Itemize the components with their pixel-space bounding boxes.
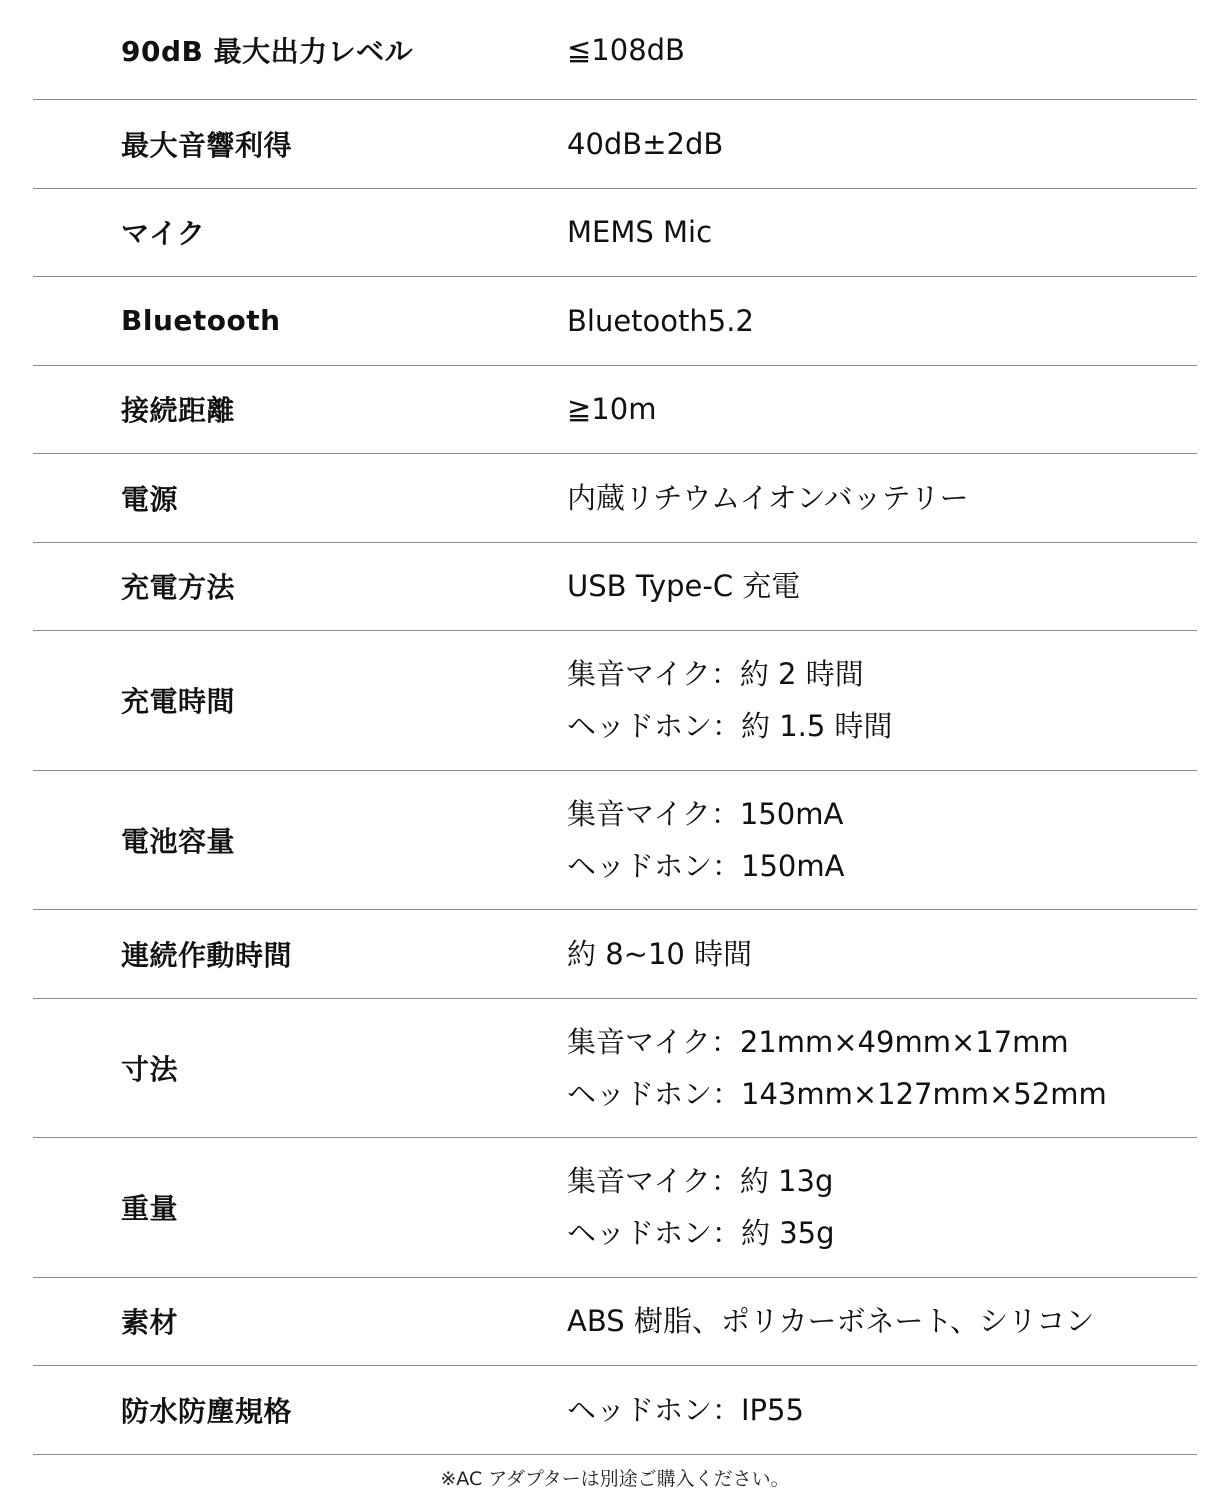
spec-value-line: ヘッドホン：約 35g (567, 1216, 835, 1251)
spec-row-material (33, 1278, 1197, 1367)
spec-label: Bluetooth (121, 304, 281, 338)
spec-value (567, 560, 1197, 612)
spec-value-line: Bluetooth5.2 (567, 303, 754, 338)
spec-value-line: 集音マイク：21mm×49mm×17mm (567, 1024, 1069, 1059)
spec-value-line: ≦108dB (567, 32, 685, 67)
spec-value (567, 295, 1197, 347)
spec-row-weight (33, 1138, 1197, 1278)
spec-value (567, 1384, 1197, 1436)
spec-value-line: 集音マイク：約 2 時間 (567, 657, 864, 692)
spec-label: 素材 (121, 1306, 179, 1340)
spec-label: マイク (121, 217, 206, 251)
spec-value-line: MEMS Mic (567, 215, 713, 250)
spec-row-operating-time (33, 910, 1197, 999)
spec-value (567, 1016, 1197, 1120)
spec-value-line: ≧10m (567, 392, 657, 427)
spec-label: 最大音響利得 (121, 128, 293, 162)
spec-value-line: ヘッドホン：143mm×127mm×52mm (567, 1076, 1107, 1111)
spec-label: 電池容量 (121, 824, 236, 858)
spec-value (567, 1295, 1197, 1347)
spec-value-line: ABS 樹脂、ポリカーボネート、シリコン (567, 1304, 1095, 1339)
spec-value (567, 206, 1197, 258)
spec-label: 連続作動時間 (121, 938, 293, 972)
spec-row-charging-method (33, 543, 1197, 632)
spec-label: 防水防塵規格 (121, 1394, 293, 1428)
spec-label: 電源 (121, 482, 179, 516)
spec-row-max-output (33, 0, 1197, 100)
spec-value-line: 集音マイク：150mA (567, 796, 844, 831)
spec-row-dimensions (33, 999, 1197, 1139)
spec-label: 接続距離 (121, 394, 236, 428)
spec-row-max-gain (33, 100, 1197, 189)
spec-value (567, 472, 1197, 524)
spec-label: 90dB 最大出力レベル (121, 34, 414, 68)
spec-table (33, 0, 1197, 1455)
spec-label: 寸法 (121, 1052, 179, 1086)
spec-label: 重量 (121, 1192, 179, 1226)
spec-label: 充電時間 (121, 685, 236, 719)
spec-value (567, 118, 1197, 170)
spec-row-battery-capacity (33, 771, 1197, 911)
spec-value (567, 648, 1197, 752)
spec-value-line: 集音マイク：約 13g (567, 1164, 834, 1199)
spec-value (567, 24, 1197, 76)
spec-value (567, 383, 1197, 435)
spec-row-mic (33, 189, 1197, 278)
spec-value (567, 928, 1197, 980)
spec-value-line: USB Type-C 充電 (567, 569, 801, 604)
spec-value-line: ヘッドホン：約 1.5 時間 (567, 709, 893, 744)
spec-value-line: 40dB±2dB (567, 126, 724, 161)
footnote: ※AC アダプターは別途ご購入ください。 (440, 1468, 790, 1490)
spec-value (567, 1155, 1197, 1259)
spec-value-line: 内蔵リチウムイオンバッテリー (567, 480, 969, 515)
spec-value (567, 788, 1197, 892)
spec-label: 充電方法 (121, 571, 236, 605)
spec-row-bluetooth (33, 277, 1197, 366)
spec-value-line: ヘッドホン：IP55 (567, 1392, 804, 1427)
spec-value-line: 約 8~10 時間 (567, 936, 753, 971)
spec-row-water-resistance (33, 1366, 1197, 1455)
spec-value-line: ヘッドホン：150mA (567, 848, 845, 883)
spec-row-range (33, 366, 1197, 455)
spec-row-charging-time (33, 631, 1197, 771)
spec-row-power (33, 454, 1197, 543)
